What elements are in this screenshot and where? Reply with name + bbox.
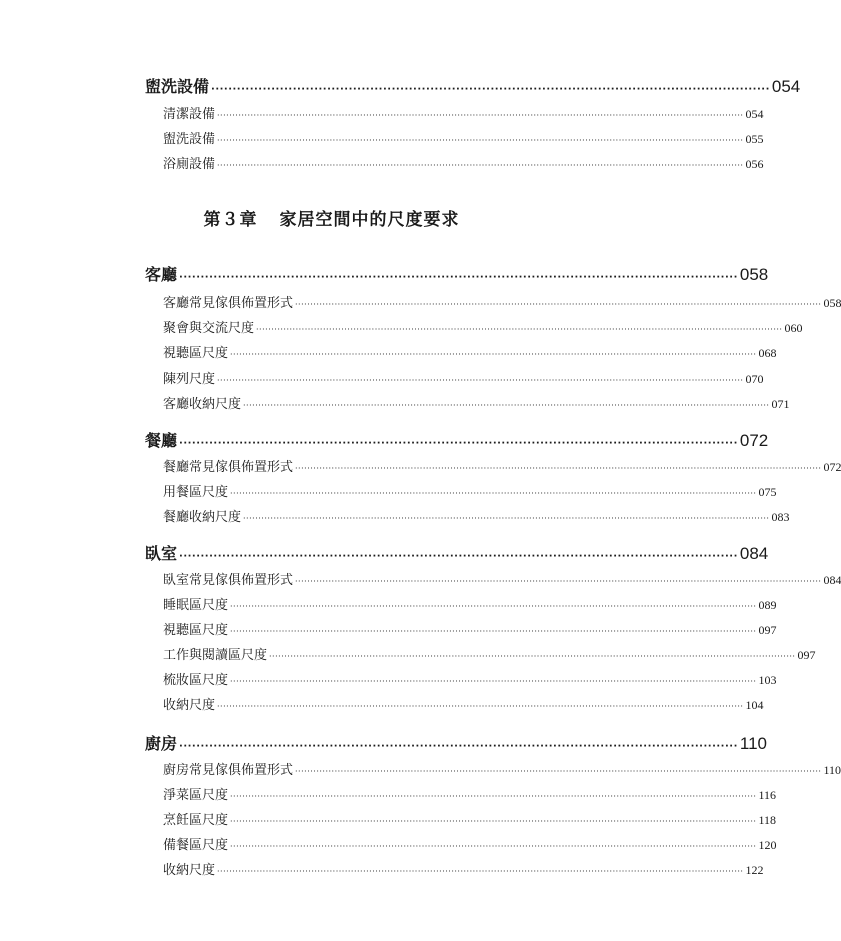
toc-entry-row[interactable]: [163, 317, 803, 336]
dot-leader: ··································································································································: [179, 272, 738, 283]
dot-leader: ·············································································································································································: [230, 677, 757, 686]
toc-section-row[interactable]: [145, 731, 767, 754]
page-number: 084: [823, 573, 841, 587]
entry-label: 睡眠區尺度: [163, 598, 229, 613]
toc-section-row[interactable]: [145, 428, 769, 451]
dot-leader: ·············································································································································································: [295, 767, 822, 776]
toc-section-row[interactable]: [145, 262, 769, 285]
toc-entry-row[interactable]: [163, 694, 764, 713]
entry-label: 視聽區尺度: [163, 346, 229, 361]
dot-leader: ·············································································································································································: [217, 136, 744, 145]
page-number: 104: [745, 698, 764, 712]
dot-leader: ·············································································································································································: [295, 300, 822, 309]
entry-label: 盥洗設備: [163, 132, 216, 147]
page-number: 071: [771, 397, 790, 411]
dot-leader: ·············································································································································································: [217, 376, 744, 385]
toc-entry-row[interactable]: [163, 644, 816, 663]
page-number: 058: [823, 296, 841, 310]
toc-entry-row[interactable]: [163, 759, 841, 778]
dot-leader: ·············································································································································································: [295, 464, 822, 473]
toc-entry-row[interactable]: [163, 809, 777, 828]
dot-leader: ·············································································································································································: [230, 792, 757, 801]
entry-label: 客廳常見傢俱佈置形式: [163, 296, 294, 311]
entry-label: 廚房常見傢俱佈置形式: [163, 763, 294, 778]
page-number: 120: [758, 838, 777, 852]
dot-leader: ·············································································································································································: [269, 652, 796, 661]
dot-leader: ··································································································································: [179, 741, 738, 752]
toc-entry-row[interactable]: [163, 859, 764, 878]
entry-label: 臥室常見傢俱佈置形式: [163, 573, 294, 588]
dot-leader: ·············································································································································································: [217, 161, 744, 170]
toc-section-row[interactable]: [145, 541, 769, 564]
dot-leader: ·············································································································································································: [230, 817, 757, 826]
dot-leader: ·············································································································································································: [217, 702, 744, 711]
toc-entry-row[interactable]: [163, 128, 764, 147]
page-number: 089: [758, 598, 777, 612]
toc-entry-row[interactable]: [163, 368, 764, 387]
entry-label: 梳妝區尺度: [163, 673, 229, 688]
dot-leader: ·············································································································································································: [243, 401, 770, 410]
entry-label: 備餐區尺度: [163, 838, 229, 853]
dot-leader: ·············································································································································································: [243, 514, 770, 523]
page-number: 116: [758, 788, 777, 802]
entry-label: 收納尺度: [163, 698, 216, 713]
toc-entry-row[interactable]: [163, 153, 764, 172]
toc-entry-row[interactable]: [163, 569, 841, 588]
toc-section-row[interactable]: [145, 74, 801, 97]
entry-label: 用餐區尺度: [163, 485, 229, 500]
dot-leader: ·············································································································································································: [230, 627, 757, 636]
toc-entry-row[interactable]: [163, 342, 777, 361]
toc-entry-row[interactable]: [163, 393, 790, 412]
chapter-number: 第３章: [203, 210, 258, 230]
toc-entry-row[interactable]: [163, 103, 764, 122]
page-number: 060: [784, 321, 803, 335]
toc-entry-row[interactable]: [163, 669, 777, 688]
page-number: 122: [745, 863, 764, 877]
page-number: 118: [758, 813, 777, 827]
entry-label: 淨菜區尺度: [163, 788, 229, 803]
dot-leader: ·············································································································································································: [230, 350, 757, 359]
page-number: 055: [745, 132, 764, 146]
entry-label: 餐廳常見傢俱佈置形式: [163, 460, 294, 475]
toc-entry-row[interactable]: [163, 594, 777, 613]
chapter-title: 家居空間中的尺度要求: [279, 210, 460, 230]
dot-leader: ··································································································································: [211, 84, 770, 95]
entry-label: 工作與閱讀區尺度: [163, 648, 268, 663]
page-number: 070: [745, 372, 764, 386]
entry-label: 浴廁設備: [163, 157, 216, 172]
page-number: 068: [758, 346, 777, 360]
toc-entry-row[interactable]: [163, 834, 777, 853]
dot-leader: ·············································································································································································: [256, 325, 783, 334]
toc-entry-row[interactable]: [163, 619, 777, 638]
toc-entry-row[interactable]: [163, 506, 790, 525]
page-number: 058: [739, 265, 769, 284]
page-number: 054: [745, 107, 764, 121]
page-number: 097: [758, 623, 777, 637]
dot-leader: ·············································································································································································: [217, 111, 744, 120]
page-number: 072: [739, 431, 769, 450]
section-title: 廚房: [145, 734, 178, 753]
dot-leader: ··································································································································: [179, 438, 738, 449]
page-number: 110: [739, 734, 767, 753]
toc-entry-row[interactable]: [163, 292, 841, 311]
entry-label: 收納尺度: [163, 863, 216, 878]
entry-label: 聚會與交流尺度: [163, 321, 255, 336]
page-number: 097: [797, 648, 816, 662]
dot-leader: ·············································································································································································: [217, 867, 744, 876]
page-number: 103: [758, 673, 777, 687]
section-title: 臥室: [145, 544, 178, 563]
dot-leader: ·············································································································································································: [295, 577, 822, 586]
page-number: 075: [758, 485, 777, 499]
entry-label: 烹飪區尺度: [163, 813, 229, 828]
entry-label: 客廳收納尺度: [163, 397, 242, 412]
chapter-heading: [0, 205, 663, 230]
page-number: 084: [739, 544, 769, 563]
section-title: 客廳: [145, 265, 178, 284]
page-number: 083: [771, 510, 790, 524]
page-number: 110: [823, 763, 841, 777]
section-title: 餐廳: [145, 431, 178, 450]
toc-entry-row[interactable]: [163, 481, 777, 500]
dot-leader: ·············································································································································································: [230, 489, 757, 498]
entry-label: 餐廳收納尺度: [163, 510, 242, 525]
page-number: 072: [823, 460, 841, 474]
toc-entry-row[interactable]: [163, 456, 841, 475]
dot-leader: ·············································································································································································: [230, 602, 757, 611]
dot-leader: ··································································································································: [179, 551, 738, 562]
page-number: 056: [745, 157, 764, 171]
dot-leader: ·············································································································································································: [230, 842, 757, 851]
section-title: 盥洗設備: [145, 77, 210, 96]
page-number: 054: [771, 77, 801, 96]
toc-entry-row[interactable]: [163, 784, 777, 803]
entry-label: 陳列尺度: [163, 372, 216, 387]
entry-label: 視聽區尺度: [163, 623, 229, 638]
entry-label: 清潔設備: [163, 107, 216, 122]
